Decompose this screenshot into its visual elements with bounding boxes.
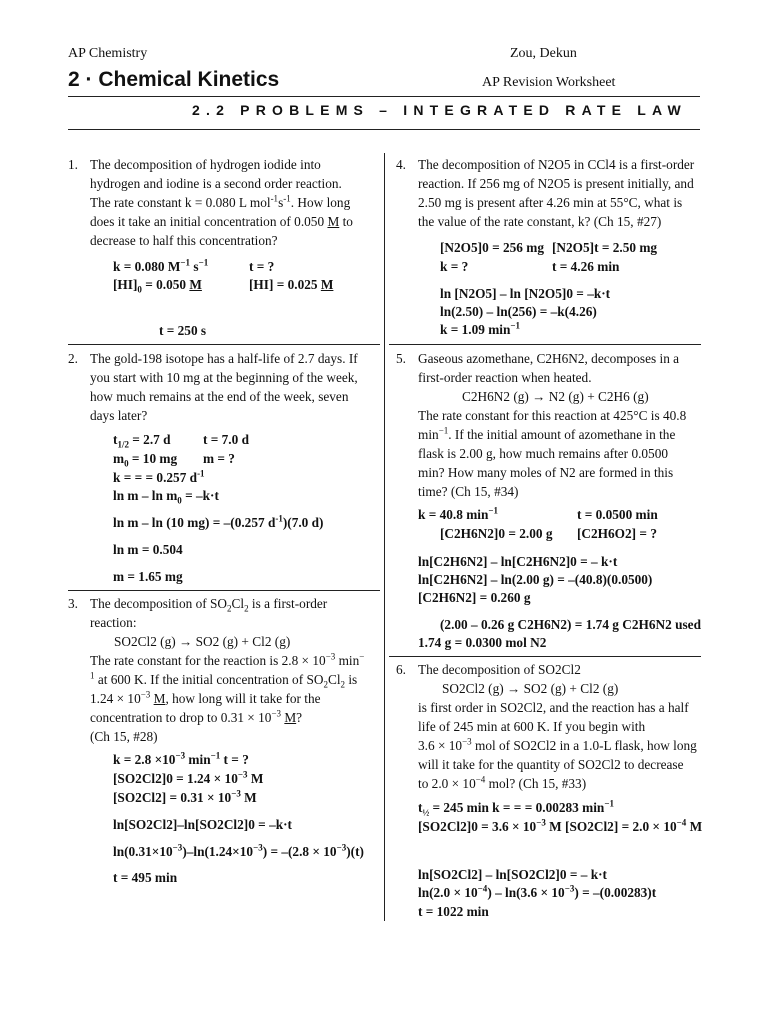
question-separator bbox=[389, 656, 701, 657]
answer-line: k = ? bbox=[440, 259, 469, 274]
question-separator bbox=[68, 344, 380, 345]
question-separator bbox=[389, 344, 701, 345]
answer-line: [HI] = 0.025 M bbox=[249, 277, 334, 292]
question-1-text: The decomposition of hydrogen iodide into hydrogen and iodine is a second order reaction. The rate constant k = 0.080 L $mol^{-1}s^{-1}$. How long does it take an initial concentration of 0.050 M to decrease to half this concentration? bbox=[90, 157, 353, 248]
final-answer: k = 1.09 $\min^{-1}$ bbox=[440, 320, 521, 337]
answer-line: $t_{1/2} = 2.7$ d bbox=[113, 432, 171, 450]
unit-title: 2 · Chemical Kinetics bbox=[68, 68, 280, 91]
answer-line: ln[C2H6N2] – ln[C2H6N2]0 = – k·t bbox=[418, 554, 618, 569]
section-title: 2.2 PROBLEMS – INTEGRATED RATE LAW bbox=[192, 102, 687, 118]
final-answer: t = 1022 min bbox=[418, 904, 489, 919]
question-6-text: The decomposition of SO2Cl2 SO2Cl2 (g) → SO2 (g) + Cl2 (g) is first order in SO2Cl2, and the reaction has a half life of 245 min at 600 K. If you begin with $3.6 \times 10^{-3}$ mol of SO2Cl2 in a 1.0-L flask, how long will it take for the quantity of SO2Cl2 to decrease to $2.0 \times 10^{-4}$ mol? (Ch 15, #33) bbox=[418, 662, 697, 791]
final-answer: m = 1.65 mg bbox=[113, 569, 183, 584]
header-rule-top bbox=[68, 96, 700, 97]
question-number: 4. bbox=[396, 157, 406, 172]
answer-line: ln[SO2Cl2] – ln[SO2Cl2]0 = – k·t bbox=[418, 867, 607, 882]
question-number: 1. bbox=[68, 157, 78, 172]
answer-line: [C2H6O2] = ? bbox=[577, 526, 657, 541]
header-rule-bottom bbox=[68, 129, 700, 130]
final-answer: t = 495 min bbox=[113, 870, 178, 885]
answer-line: [N2O5]0 = 256 mg bbox=[440, 240, 544, 255]
answer-line: t = 0.0500 min bbox=[577, 507, 658, 522]
answer-line: k = = = 0.257 $d^{-1}$ bbox=[113, 468, 205, 485]
answer-line: ln[SO2Cl2]–ln[SO2Cl2]0 = –k·t bbox=[113, 817, 292, 832]
answer-line: $[SO2Cl2]0 = 3.6 \times 10^{-3}$ M $[SO2Cl2] = 2.0 \times 10^{-4}$ M bbox=[418, 817, 703, 834]
worksheet-label: AP Revision Worksheet bbox=[482, 75, 616, 90]
answer-line: $m_0 = 10$ mg bbox=[113, 451, 178, 469]
answer-line: ln[C2H6N2] – ln(2.00 g) = –(40.8)(0.0500) bbox=[418, 572, 653, 587]
question-number: 3. bbox=[68, 596, 78, 611]
answer-line: $k = 2.8 \times 10^{-3}$ $\min^{-1} t$ = ? bbox=[113, 750, 249, 767]
answer-line: [C2H6N2] = 0.260 g bbox=[418, 590, 531, 605]
answer-line: [C2H6N2]0 = 2.00 g bbox=[440, 526, 553, 541]
answer-line: [N2O5]t = 2.50 mg bbox=[552, 240, 658, 255]
question-separator bbox=[68, 590, 380, 591]
final-answer: t = 250 s bbox=[159, 323, 207, 338]
answer-line: $[HI]_0 = 0.050$ M bbox=[113, 277, 202, 295]
answer-line: t = ? bbox=[249, 259, 275, 274]
answer-line: ln m = 0.504 bbox=[113, 542, 183, 557]
answer-line: ln m – ln (10 mg) = –(0.257 $d^{-1})(7.0$ d) bbox=[113, 513, 324, 530]
answer-line: k = 0.080 $M^{-1}$ $s^{-1}$ bbox=[113, 257, 209, 274]
course-name: AP Chemistry bbox=[68, 46, 148, 61]
answer-line: ln(2.50) – ln(256) = –k(4.26) bbox=[440, 304, 597, 319]
answer-line: $\ln(2.0 \times 10^{-4}) - \ln(3.6 \times 10^{-3}) = -(0.00283)t$ bbox=[418, 883, 657, 900]
answer-line: m = ? bbox=[203, 451, 235, 466]
answer-line: $[SO2Cl2] = 0.31 \times 10^{-3}$ M bbox=[113, 788, 257, 805]
question-3-text: The decomposition of $SO_2Cl_2$ is a first-order reaction: SO2Cl2 (g) → SO2 (g) + Cl2 (g) The rate constant for the reaction is $2.8 \times 10^{-3}$ min− $^1$ at 600 K. If the initial concentration of $SO_2Cl_2$ is $1.24 \times 10^{-3}$ M, how long will it take for the concentration to drop to $0.31 \times 10^{-3}$ M? (Ch 15, #28) bbox=[90, 596, 365, 744]
answer-line: $t_{\frac{1}{2}} = 245$ min k = = = 0.00283 $\min^{-1}$ bbox=[418, 798, 614, 818]
question-number: 2. bbox=[68, 351, 78, 366]
question-2-text: The gold-198 isotope has a half-life of 2.7 days. If you start with 10 mg at the beginning of the week, how much remains at the end of the week, seven days later? bbox=[90, 351, 358, 423]
answer-line: $\ln m - \ln m_0 = -k\cdot t$ bbox=[113, 488, 219, 506]
column-divider bbox=[384, 153, 385, 921]
question-5-text: Gaseous azomethane, C2H6N2, decomposes in a first-order reaction when heated. C2H6N2 (g) → N2 (g) + C2H6 (g) The rate constant for this reaction at 425°C is 40.8 $\min^{-1}$. If the initial amount of azomethane in the flask is 2.00 g, how much remains after 0.0500 min? How many moles of N2 are formed in this time? (Ch 15, #34) bbox=[418, 351, 687, 499]
question-number: 5. bbox=[396, 351, 406, 366]
answer-line: k = 40.8 $\min^{-1}$ bbox=[418, 505, 499, 522]
answer-line: t = 4.26 min bbox=[552, 259, 620, 274]
answer-line: (2.00 – 0.26 g C2H6N2) = 1.74 g C2H6N2 used bbox=[440, 617, 701, 632]
answer-line: $\ln(0.31\times 10^{-3})-\ln(1.24\times 10^{-3}) = -(2.8 \times 10^{-3})(t)$ bbox=[113, 842, 364, 859]
question-number: 6. bbox=[396, 662, 406, 677]
answer-line: $[SO2Cl2]0 = 1.24 \times 10^{-3}$ M bbox=[113, 769, 264, 786]
question-4-text: The decomposition of N2O5 in CCl4 is a first-order reaction. If 256 mg of N2O5 is present initially, and 2.50 mg is present after 4.26 min at 55°C, what is the value of the rate constant, k? (Ch 15, #27) bbox=[418, 157, 695, 229]
answer-line: t = 7.0 d bbox=[203, 432, 249, 447]
author-name: Zou, Dekun bbox=[510, 46, 577, 61]
answer-line: ln [N2O5] – ln [N2O5]0 = –k·t bbox=[440, 286, 611, 301]
final-answer: 1.74 g = 0.0300 mol N2 bbox=[418, 635, 547, 650]
